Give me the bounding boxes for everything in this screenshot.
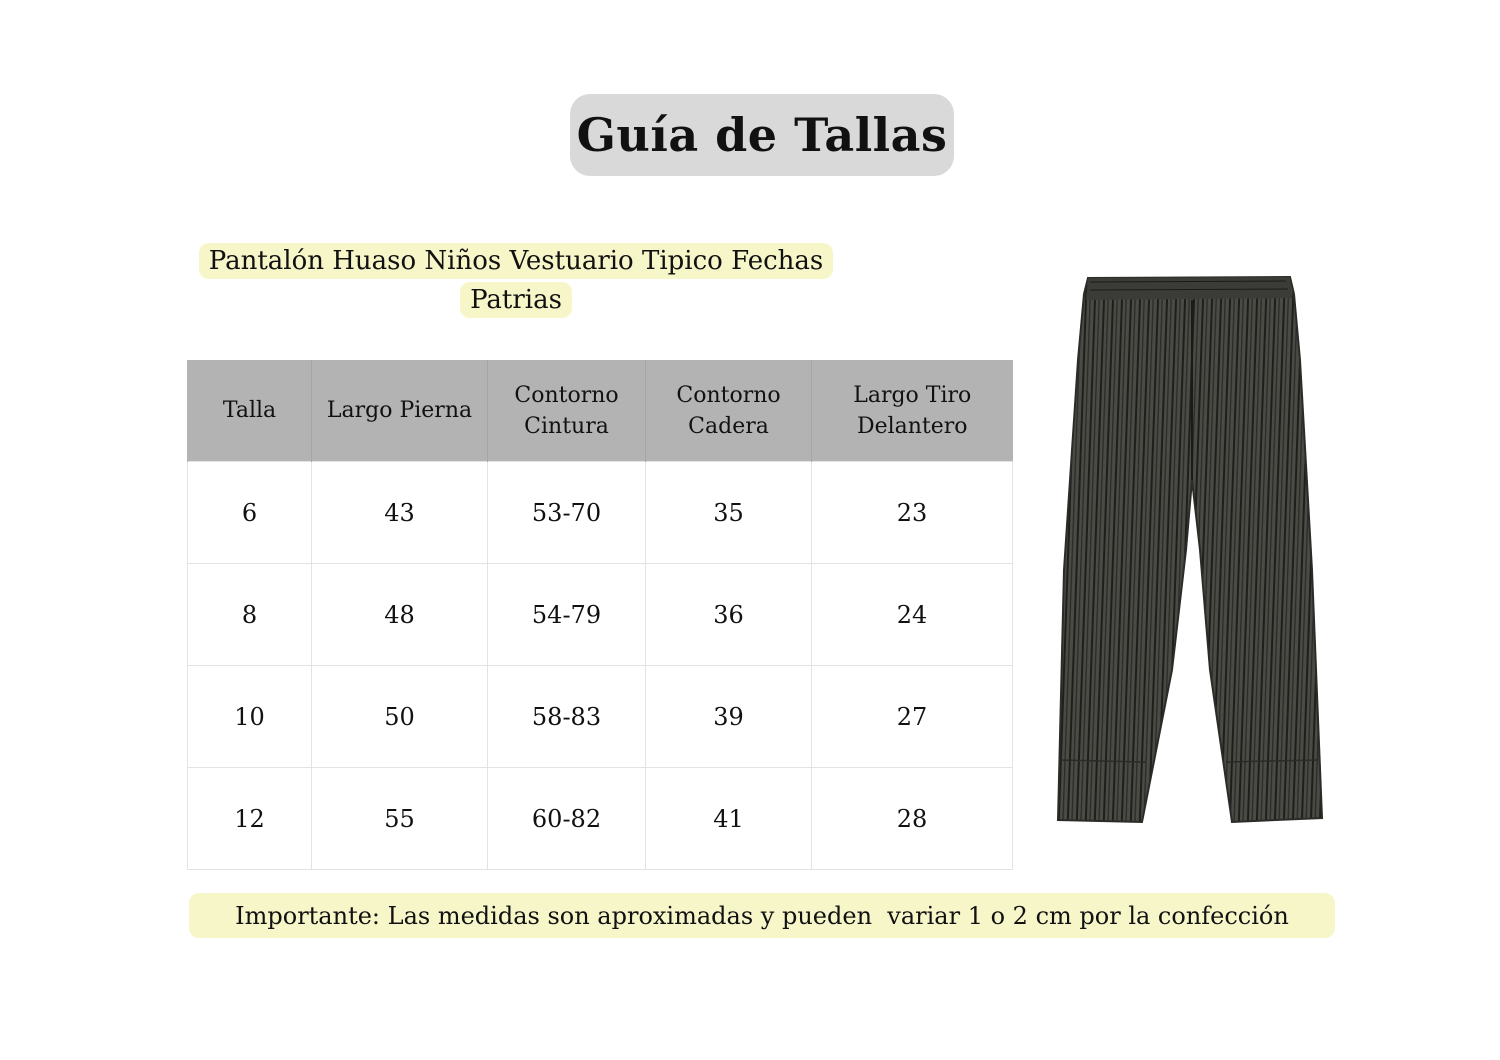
cell-largo-pierna: 55 xyxy=(312,768,488,870)
cell-largo-pierna: 48 xyxy=(312,564,488,666)
pants-image xyxy=(1050,270,1330,830)
cell-contorno-cadera: 35 xyxy=(646,462,812,564)
page-title: Guía de Tallas xyxy=(570,94,954,176)
cell-largo-pierna: 43 xyxy=(312,462,488,564)
cell-largo-pierna: 50 xyxy=(312,666,488,768)
cell-talla: 12 xyxy=(188,768,312,870)
size-table xyxy=(187,360,1013,870)
cell-contorno-cintura: 53-70 xyxy=(488,462,646,564)
header-contorno-cintura: Contorno Cintura xyxy=(488,360,646,462)
table-header-row xyxy=(188,360,1013,462)
cell-largo-tiro-delantero: 28 xyxy=(812,768,1013,870)
header-largo-pierna: Largo Pierna xyxy=(312,360,488,462)
cell-largo-tiro-delantero: 27 xyxy=(812,666,1013,768)
cell-contorno-cadera: 36 xyxy=(646,564,812,666)
cell-contorno-cintura: 60-82 xyxy=(488,768,646,870)
table-row xyxy=(188,564,1013,666)
cell-talla: 10 xyxy=(188,666,312,768)
header-contorno-cadera: Contorno Cadera xyxy=(646,360,812,462)
header-largo-tiro-delantero: Largo Tiro Delantero xyxy=(812,360,1013,462)
important-note: Importante: Las medidas son aproximadas y pueden variar 1 o 2 cm por la confección xyxy=(189,893,1335,938)
cell-largo-tiro-delantero: 23 xyxy=(812,462,1013,564)
cell-talla: 6 xyxy=(188,462,312,564)
table-row xyxy=(188,462,1013,564)
table-row xyxy=(188,768,1013,870)
header-talla: Talla xyxy=(188,360,312,462)
cell-contorno-cadera: 41 xyxy=(646,768,812,870)
product-name xyxy=(178,242,854,320)
cell-contorno-cintura: 54-79 xyxy=(488,564,646,666)
cell-talla: 8 xyxy=(188,564,312,666)
cell-contorno-cadera: 39 xyxy=(646,666,812,768)
table-row xyxy=(188,666,1013,768)
product-name-text: Pantalón Huaso Niños Vestuario Tipico Fechas Patrias xyxy=(199,243,833,318)
cell-contorno-cintura: 58-83 xyxy=(488,666,646,768)
cell-largo-tiro-delantero: 24 xyxy=(812,564,1013,666)
